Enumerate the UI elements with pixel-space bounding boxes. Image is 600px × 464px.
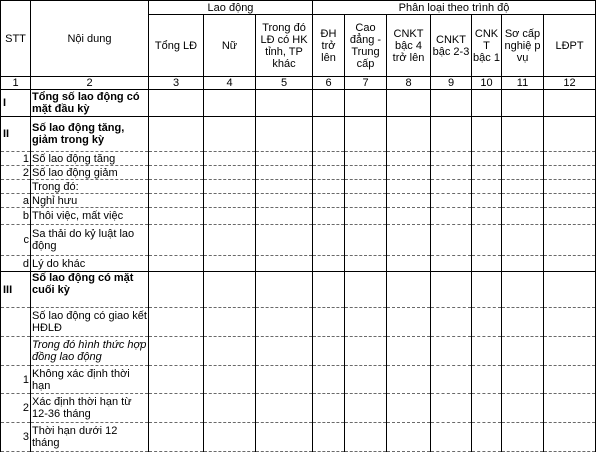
row-content: Sa thải do kỷ luật lao động (31, 225, 149, 256)
row-content: Số lao động giảm (31, 166, 149, 180)
column-number: 12 (544, 77, 596, 90)
header-col-total: Tổng LĐ (149, 15, 204, 77)
column-number: 11 (502, 77, 544, 90)
header-col-general: LĐPT (544, 15, 596, 77)
table-row (1, 225, 596, 256)
table-row (1, 117, 596, 152)
row-content: Xác định thời hạn từ 12-36 tháng (31, 394, 149, 423)
table-row (1, 194, 596, 208)
header-content: Nội dung (31, 1, 149, 77)
header-col-cnkt4: CNKT bậc 4 trở lên (387, 15, 431, 77)
row-stt (1, 337, 31, 366)
row-content: Trong đó hình thức hợp đồng lao động (31, 337, 149, 366)
header-col-other-province: Trong đó LĐ có HK tỉnh, TP khác (256, 15, 313, 77)
header-col-university: ĐH trở lên (313, 15, 345, 77)
row-stt: III (1, 272, 31, 308)
header-group-labor: Lao động (149, 1, 313, 15)
table-row (1, 366, 596, 394)
row-content: Tổng số lao động có mặt đầu kỳ (31, 90, 149, 117)
column-number: 2 (31, 77, 149, 90)
row-stt: b (1, 208, 31, 225)
column-number: 8 (387, 77, 431, 90)
table-row (1, 166, 596, 180)
header-stt: STT (1, 1, 31, 77)
row-content: Số lao động tăng (31, 152, 149, 166)
table-row (1, 423, 596, 452)
header-col-cnkt23: CNKT bậc 2-3 (431, 15, 472, 77)
row-stt: I (1, 90, 31, 117)
table-row (1, 152, 596, 166)
row-content: Lý do khác (31, 256, 149, 272)
row-stt: a (1, 194, 31, 208)
header-col-vocational: Sơ cấp nghiệ p vụ (502, 15, 544, 77)
column-number: 5 (256, 77, 313, 90)
row-stt: 3 (1, 423, 31, 452)
row-stt (1, 180, 31, 194)
row-stt: 2 (1, 166, 31, 180)
column-number: 9 (431, 77, 472, 90)
row-content: Không xác định thời hạn (31, 366, 149, 394)
row-stt: d (1, 256, 31, 272)
table-row (1, 308, 596, 337)
table-row (1, 180, 596, 194)
row-content: Số lao động có giao kết HĐLĐ (31, 308, 149, 337)
header-col-cnkt1: CNK T bậc 1 (472, 15, 502, 77)
row-stt: II (1, 117, 31, 152)
column-number: 3 (149, 77, 204, 90)
header-col-female: Nữ (204, 15, 256, 77)
row-content: Số lao động có mặt cuối kỳ (31, 272, 149, 308)
row-content: Số lao động tăng, giảm trong kỳ (31, 117, 149, 152)
header-col-college: Cao đẳng - Trung cấp (345, 15, 387, 77)
row-content: Thời hạn dưới 12 tháng (31, 423, 149, 452)
header-group-level: Phân loại theo trình độ (313, 1, 596, 15)
row-stt: 1 (1, 152, 31, 166)
column-number-row (1, 77, 596, 90)
table-row (1, 272, 596, 308)
row-stt (1, 308, 31, 337)
row-stt: c (1, 225, 31, 256)
column-number: 10 (472, 77, 502, 90)
table-row (1, 256, 596, 272)
column-number: 7 (345, 77, 387, 90)
column-number: 6 (313, 77, 345, 90)
table-row (1, 90, 596, 117)
row-content: Thôi việc, mất việc (31, 208, 149, 225)
row-content: Trong đó: (31, 180, 149, 194)
column-number: 4 (204, 77, 256, 90)
row-stt: 2 (1, 394, 31, 423)
table-row (1, 208, 596, 225)
table-row (1, 337, 596, 366)
row-stt: 1 (1, 366, 31, 394)
table-row (1, 394, 596, 423)
column-number: 1 (1, 77, 31, 90)
row-content: Nghỉ hưu (31, 194, 149, 208)
